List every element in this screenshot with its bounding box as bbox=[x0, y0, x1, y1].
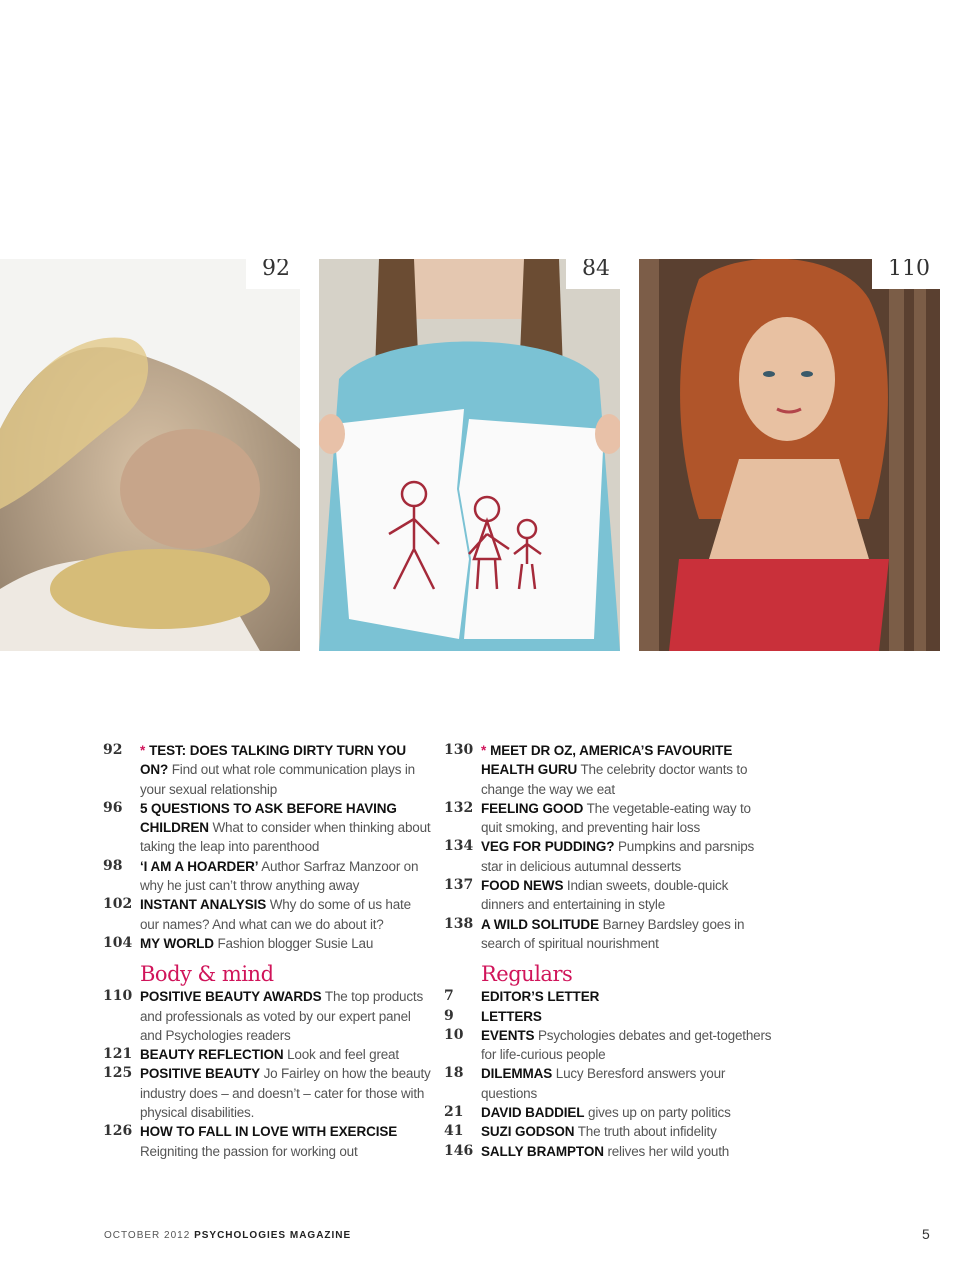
contents-entry bbox=[444, 1142, 774, 1161]
entry-text bbox=[140, 1122, 433, 1161]
entry-description: Why do some of us hate our names? And what can we do about it? bbox=[140, 897, 411, 932]
entry-text bbox=[481, 1007, 774, 1026]
section-heading-body-mind: Body & mind bbox=[140, 962, 274, 987]
entry-text bbox=[481, 1122, 774, 1141]
entry-text bbox=[140, 987, 433, 1045]
contents-entry bbox=[103, 741, 433, 799]
entry-text bbox=[140, 1045, 433, 1064]
entry-page-number: 102 bbox=[103, 896, 133, 913]
entry-text bbox=[481, 1103, 774, 1122]
entry-text bbox=[481, 987, 774, 1006]
photo-page-number: 92 bbox=[246, 259, 300, 289]
entry-description: Psychologies debates and get-togethers for life-curious people bbox=[481, 1027, 772, 1063]
entry-description: Fashion blogger Susie Lau bbox=[217, 935, 374, 951]
entry-text bbox=[140, 857, 433, 896]
photo-torn-drawing bbox=[319, 259, 620, 651]
entry-title: DILEMMAS bbox=[481, 1066, 553, 1082]
entry-page-number: 104 bbox=[103, 934, 133, 951]
entry-title: DAVID BADDIEL bbox=[481, 1105, 585, 1121]
contents-entry bbox=[444, 1064, 774, 1103]
entry-page-number: 138 bbox=[444, 915, 474, 932]
entry-description: Find out what role communication plays in your sexual relationship bbox=[140, 762, 415, 797]
entry-text bbox=[140, 1064, 433, 1122]
entry-page-number: 98 bbox=[103, 857, 123, 874]
entry-description: gives up on party politics bbox=[588, 1105, 731, 1121]
footer-credit bbox=[104, 1230, 351, 1241]
entry-description: Indian sweets, double-quick dinners and entertaining in style bbox=[481, 878, 729, 913]
entry-title: HOW TO FALL IN LOVE WITH EXERCISE bbox=[140, 1124, 398, 1140]
photo-couple bbox=[0, 259, 300, 651]
contents-entry bbox=[444, 915, 774, 954]
contents-entry bbox=[444, 1007, 774, 1026]
entry-title: A WILD SOLITUDE bbox=[481, 916, 599, 932]
entry-text bbox=[481, 1026, 774, 1065]
entry-description: Reigniting the passion for working out bbox=[140, 1143, 358, 1159]
entry-title: SUZI GODSON bbox=[481, 1124, 575, 1140]
contents-entry bbox=[103, 895, 433, 934]
entry-page-number: 121 bbox=[103, 1046, 133, 1063]
contents-entry bbox=[103, 857, 433, 896]
contents-entry bbox=[103, 987, 433, 1045]
entry-title: TEST: DOES TALKING DIRTY TURN YOU ON? bbox=[140, 743, 407, 778]
page-number: 5 bbox=[922, 1226, 930, 1242]
entry-text bbox=[481, 741, 774, 799]
entry-title: POSITIVE BEAUTY bbox=[140, 1066, 261, 1082]
asterisk-icon: * bbox=[481, 743, 487, 758]
entry-page-number: 41 bbox=[444, 1123, 464, 1140]
entry-text bbox=[481, 799, 774, 838]
photo-page-number: 110 bbox=[872, 259, 940, 289]
entry-title: MEET DR OZ, AMERICA’S FAVOURITE HEALTH GURU bbox=[481, 743, 733, 778]
entry-text bbox=[140, 741, 433, 799]
contents-entry bbox=[103, 934, 433, 953]
contents-entry bbox=[103, 799, 433, 857]
entry-text bbox=[140, 799, 433, 857]
entry-text bbox=[481, 1142, 774, 1161]
contents-column-left bbox=[103, 741, 433, 1161]
entry-description: The vegetable-eating way to quit smoking, and preventing hair loss bbox=[481, 800, 751, 836]
entry-title: INSTANT ANALYSIS bbox=[140, 897, 267, 913]
entry-text bbox=[140, 934, 433, 953]
entry-title: FEELING GOOD bbox=[481, 800, 584, 816]
entry-title: VEG FOR PUDDING? bbox=[481, 839, 615, 855]
entry-page-number: 10 bbox=[444, 1026, 464, 1043]
footer-magazine: PSYCHOLOGIES MAGAZINE bbox=[194, 1230, 352, 1241]
entry-description: Look and feel great bbox=[287, 1047, 399, 1063]
contents-entry bbox=[444, 876, 774, 915]
section-heading-regulars: Regulars bbox=[481, 962, 573, 987]
entry-description: Lucy Beresford answers your questions bbox=[481, 1066, 726, 1101]
entry-text bbox=[481, 837, 774, 876]
photo-page-number: 84 bbox=[566, 259, 620, 289]
entry-page-number: 9 bbox=[444, 1007, 454, 1024]
entry-title: MY WORLD bbox=[140, 935, 214, 951]
contents-column-right bbox=[444, 741, 774, 1161]
contents-entry bbox=[444, 1026, 774, 1065]
entry-page-number: 132 bbox=[444, 799, 474, 816]
footer-date: OCTOBER 2012 bbox=[104, 1230, 191, 1241]
entry-page-number: 18 bbox=[444, 1065, 464, 1082]
contents-entry bbox=[444, 799, 774, 838]
entry-title: BEAUTY REFLECTION bbox=[140, 1047, 284, 1063]
entry-description: relives her wild youth bbox=[607, 1143, 730, 1159]
entry-text bbox=[481, 915, 774, 954]
entry-description: The celebrity doctor wants to change the way we eat bbox=[481, 762, 748, 797]
contents-entry bbox=[444, 837, 774, 876]
entry-page-number: 21 bbox=[444, 1104, 464, 1121]
entry-title: FOOD NEWS bbox=[481, 878, 564, 894]
entry-description: Author Sarfraz Manzoor on why he just can’t throw anything away bbox=[140, 858, 419, 894]
asterisk-icon: * bbox=[140, 743, 146, 758]
contents-entry bbox=[103, 1045, 433, 1064]
entry-page-number: 92 bbox=[103, 742, 123, 758]
entry-page-number: 137 bbox=[444, 877, 474, 894]
entry-description: What to consider when thinking about taking the leap into parenthood bbox=[140, 820, 431, 855]
entry-description: Barney Bardsley goes in search of spiritual nourishment bbox=[481, 916, 745, 951]
entry-text bbox=[140, 895, 433, 934]
entry-page-number: 126 bbox=[103, 1123, 133, 1140]
entry-description: The truth about infidelity bbox=[577, 1124, 717, 1140]
entry-text bbox=[481, 876, 774, 915]
entry-page-number: 110 bbox=[103, 988, 133, 1005]
entry-title: POSITIVE BEAUTY AWARDS bbox=[140, 989, 322, 1005]
contents-entry bbox=[103, 1064, 433, 1122]
entry-page-number: 146 bbox=[444, 1142, 474, 1159]
entry-title: EDITOR’S LETTER bbox=[481, 989, 600, 1005]
entry-page-number: 96 bbox=[103, 799, 123, 816]
entry-title: ‘I AM A HOARDER’ bbox=[140, 858, 259, 874]
entry-title: 5 QUESTIONS TO ASK BEFORE HAVING CHILDREN bbox=[140, 800, 397, 836]
photo-redhead-woman bbox=[639, 259, 940, 651]
entry-description: Pumpkins and parsnips star in delicious autumnal desserts bbox=[481, 839, 755, 874]
entry-page-number: 130 bbox=[444, 742, 474, 758]
contents-entry bbox=[444, 741, 774, 799]
entry-title: LETTERS bbox=[481, 1008, 542, 1024]
contents-entry bbox=[444, 1103, 774, 1122]
entry-page-number: 7 bbox=[444, 988, 454, 1005]
contents-entry bbox=[444, 987, 774, 1006]
entry-text bbox=[481, 1064, 774, 1103]
contents-entry bbox=[103, 1122, 433, 1161]
entry-description: The top products and professionals as voted by our expert panel and Psychologies readers bbox=[140, 989, 424, 1043]
entry-page-number: 125 bbox=[103, 1065, 133, 1082]
contents-entry bbox=[444, 1122, 774, 1141]
entry-title: EVENTS bbox=[481, 1027, 535, 1043]
entry-title: SALLY BRAMPTON bbox=[481, 1143, 604, 1159]
entry-page-number: 134 bbox=[444, 838, 474, 855]
entry-description: Jo Fairley on how the beauty industry does – and doesn’t – cater for those with physical disabilities. bbox=[140, 1066, 431, 1121]
